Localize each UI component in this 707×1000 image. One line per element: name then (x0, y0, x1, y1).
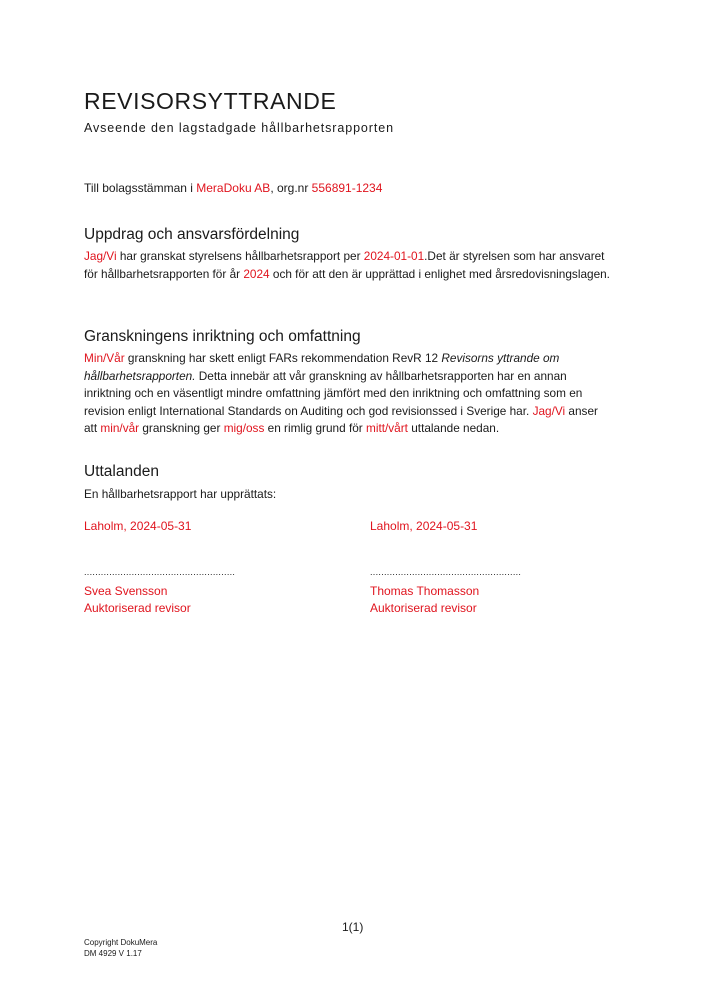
text-fragment: har granskat styrelsens hållbarhetsrapport per (116, 249, 364, 263)
copyright-text: Copyright DokuMera (84, 938, 158, 947)
text-fragment: granskning ger (139, 421, 224, 435)
reference-title: Revisorns yttrande om hållbarhetsrapporten. (84, 351, 560, 383)
document-subtitle: Avseende den lagstadgade hållbarhetsrapporten (84, 121, 394, 135)
section-text-assignment (84, 248, 614, 283)
placeholder-jag-vi: Jag/Vi (84, 249, 117, 263)
company-name: MeraDoku AB (196, 181, 271, 195)
placeholder-min-var: min/vår (100, 421, 140, 435)
section-heading-statements: Uttalanden (84, 463, 159, 480)
signature-block-2 (370, 518, 521, 617)
addressee-line (84, 181, 382, 195)
section-text-statements: En hållbarhetsrapport har upprättats: (84, 487, 277, 501)
placeholder-mig-oss: mig/oss (223, 421, 265, 435)
signatory-name: Thomas Thomasson (370, 584, 480, 598)
addressee-prefix: Till bolagsstämman i (84, 181, 197, 195)
page-number: 1(1) (342, 920, 364, 934)
text-fragment: och för att den är upprättad i enlighet med årsredovisningslagen. (269, 266, 610, 281)
document-title: REVISORSYTTRANDE (84, 88, 337, 114)
orgnr-prefix: , org.nr (270, 181, 312, 195)
footer-copyright (84, 937, 157, 959)
version-text: DM 4929 V 1.17 (84, 949, 142, 958)
signature-place-date: Laholm, 2024-05-31 (370, 519, 478, 533)
placeholder-min-var: Min/Vår (84, 351, 125, 365)
org-number: 556891-1234 (311, 181, 383, 195)
signature-line: ...................................................... (370, 567, 522, 577)
report-date: 2024-01-01 (363, 249, 425, 263)
signatory-role: Auktoriserad revisor (84, 601, 191, 615)
report-year: 2024 (243, 266, 270, 281)
section-heading-assignment: Uppdrag och ansvarsfördelning (84, 226, 300, 243)
text-fragment: uttalande nedan. (407, 421, 500, 435)
signature-block-1 (84, 518, 235, 617)
placeholder-jag-vi: Jag/Vi (532, 403, 566, 418)
text-fragment: en rimlig grund för (264, 421, 366, 435)
signatory-role: Auktoriserad revisor (370, 601, 477, 615)
text-fragment: Detta innebär att vår granskning av hållbarhetsrapporten har en annan inriktning och en väsentligt mindre omfattning jämfört med den inriktning och omfattning som en revision enligt International Standards on Auditing och god revisionssed i Sverige har. (84, 368, 583, 418)
text-fragment: granskning har skett enligt FARs rekommendation RevR 12 (124, 351, 442, 365)
signature-line: ...................................................... (84, 567, 236, 577)
text-fragment: .Det är styrelsen som har ansvaret för hållbarhetsrapporten för år (84, 249, 605, 281)
section-text-scope (84, 350, 612, 438)
section-heading-scope: Granskningens inriktning och omfattning (84, 328, 361, 345)
text-fragment: anser att (84, 403, 598, 435)
signatory-name: Svea Svensson (84, 584, 168, 598)
placeholder-mitt-vart: mitt/vårt (366, 421, 408, 435)
signature-place-date: Laholm, 2024-05-31 (84, 519, 192, 533)
